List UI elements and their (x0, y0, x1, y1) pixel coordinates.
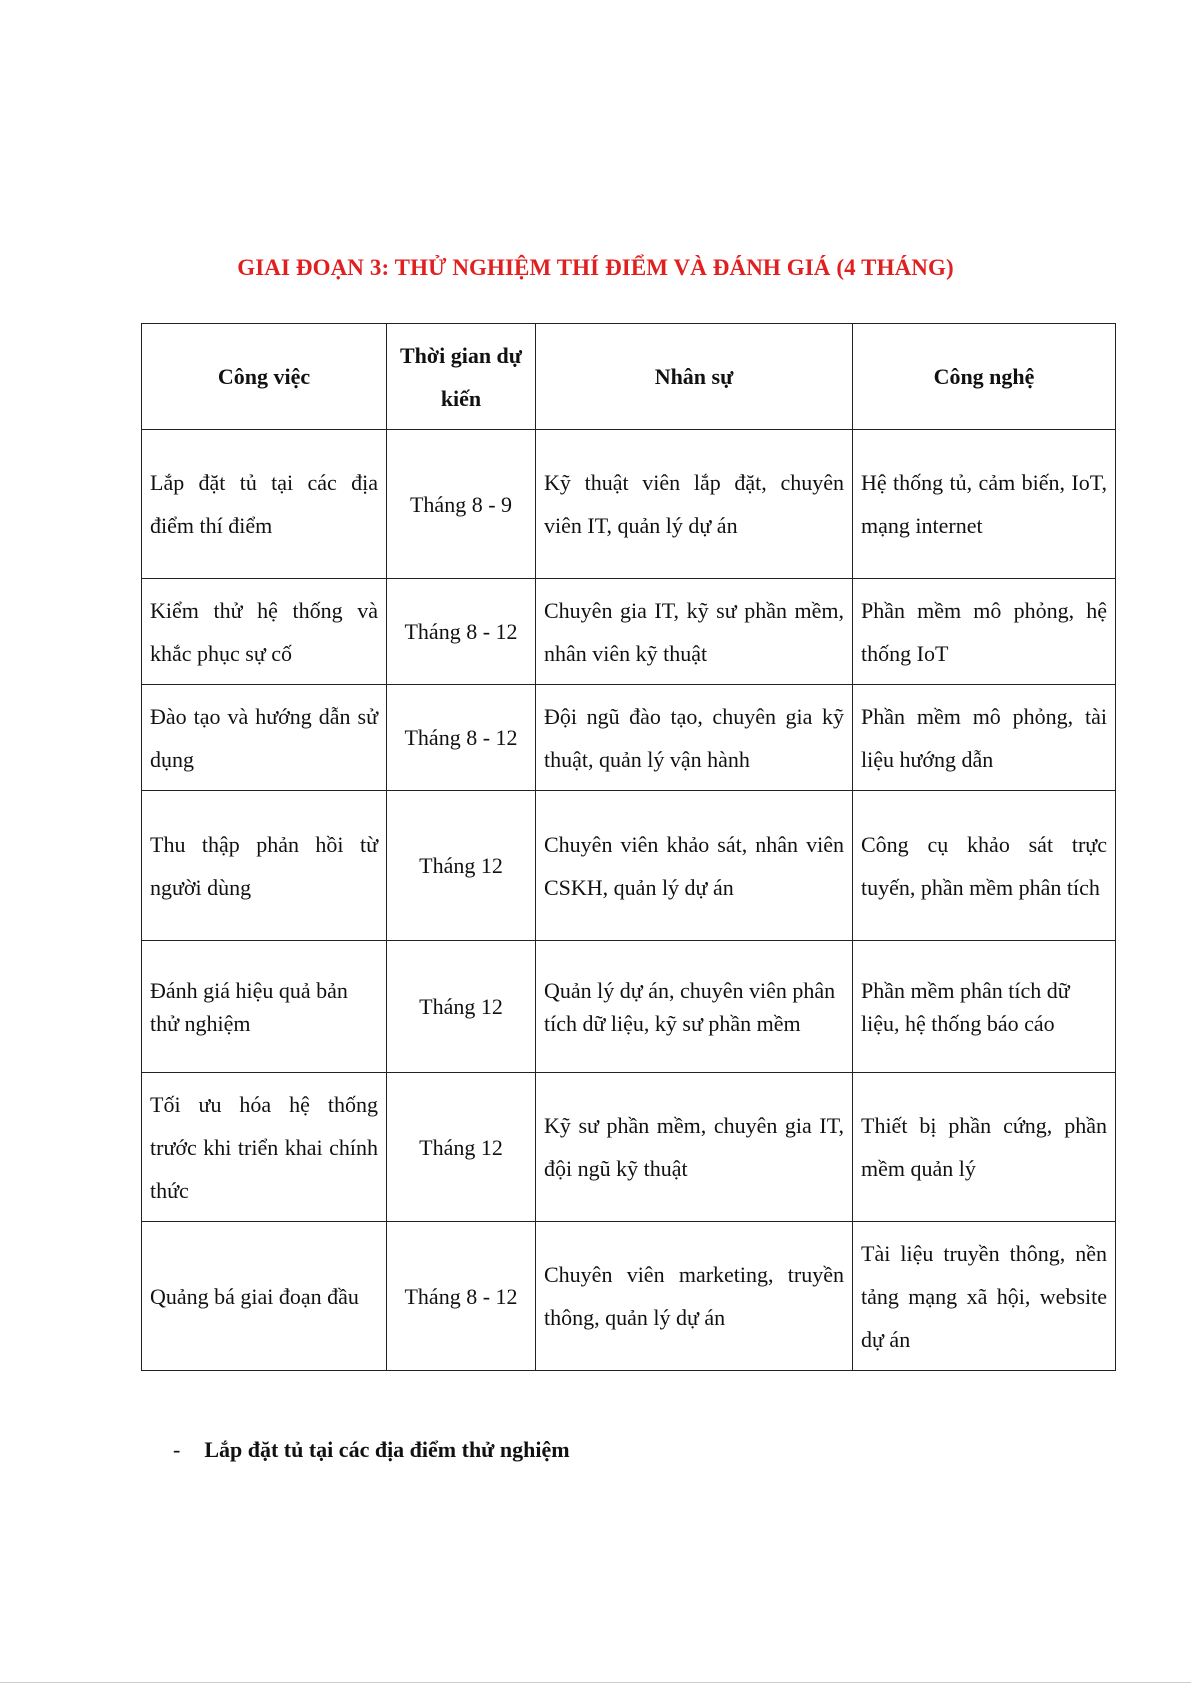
cell-tech: Hệ thống tủ, cảm biến, IoT, mạng internet (853, 430, 1116, 579)
cell-staff: Quản lý dự án, chuyên viên phân tích dữ liệu, kỹ sư phần mềm (536, 941, 853, 1073)
header-tech: Công nghệ (853, 324, 1116, 430)
cell-tech: Công cụ khảo sát trực tuyến, phần mềm phân tích (853, 791, 1116, 941)
header-task: Công việc (142, 324, 387, 430)
cell-tech: Thiết bị phần cứng, phần mềm quản lý (853, 1073, 1116, 1222)
table-row (142, 1073, 1116, 1222)
cell-time: Tháng 8 - 12 (387, 579, 536, 685)
cell-time: Tháng 12 (387, 791, 536, 941)
cell-task: Quảng bá giai đoạn đầu (142, 1222, 387, 1371)
cell-time: Tháng 8 - 12 (387, 1222, 536, 1371)
cell-time: Tháng 8 - 9 (387, 430, 536, 579)
table-row (142, 941, 1116, 1073)
cell-staff: Kỹ thuật viên lắp đặt, chuyên viên IT, quản lý dự án (536, 430, 853, 579)
cell-tech: Phần mềm mô phỏng, tài liệu hướng dẫn (853, 685, 1116, 791)
table-header-row (142, 324, 1116, 430)
cell-time: Tháng 8 - 12 (387, 685, 536, 791)
cell-time: Tháng 12 (387, 1073, 536, 1222)
cell-tech: Phần mềm mô phỏng, hệ thống IoT (853, 579, 1116, 685)
bullet-item (173, 1437, 570, 1463)
cell-task: Đánh giá hiệu quả bản thử nghiệm (142, 941, 387, 1073)
cell-task: Đào tạo và hướng dẫn sử dụng (142, 685, 387, 791)
table-row (142, 579, 1116, 685)
table-row (142, 685, 1116, 791)
header-staff: Nhân sự (536, 324, 853, 430)
cell-staff: Chuyên gia IT, kỹ sư phần mềm, nhân viên kỹ thuật (536, 579, 853, 685)
cell-task: Tối ưu hóa hệ thống trước khi triển khai chính thức (142, 1073, 387, 1222)
table-row (142, 791, 1116, 941)
cell-task: Kiểm thử hệ thống và khắc phục sự cố (142, 579, 387, 685)
bullet-dash: - (173, 1437, 181, 1462)
cell-staff: Kỹ sư phần mềm, chuyên gia IT, đội ngũ kỹ thuật (536, 1073, 853, 1222)
bullet-text: Lắp đặt tủ tại các địa điểm thử nghiệm (204, 1437, 570, 1462)
cell-task: Lắp đặt tủ tại các địa điểm thí điểm (142, 430, 387, 579)
cell-tech: Phần mềm phân tích dữ liệu, hệ thống báo cáo (853, 941, 1116, 1073)
table-row (142, 1222, 1116, 1371)
page-title: GIAI ĐOẠN 3: THỬ NGHIỆM THÍ ĐIỂM VÀ ĐÁNH GIÁ (4 THÁNG) (237, 255, 954, 280)
cell-staff: Đội ngũ đào tạo, chuyên gia kỹ thuật, quản lý vận hành (536, 685, 853, 791)
cell-time: Tháng 12 (387, 941, 536, 1073)
cell-tech: Tài liệu truyền thông, nền tảng mạng xã hội, website dự án (853, 1222, 1116, 1371)
cell-staff: Chuyên viên marketing, truyền thông, quản lý dự án (536, 1222, 853, 1371)
page-bottom-divider (0, 1682, 1191, 1683)
cell-task: Thu thập phản hồi từ người dùng (142, 791, 387, 941)
header-time: Thời gian dự kiến (387, 324, 536, 430)
table-row (142, 430, 1116, 579)
schedule-table (141, 323, 1116, 1371)
cell-staff: Chuyên viên khảo sát, nhân viên CSKH, quản lý dự án (536, 791, 853, 941)
